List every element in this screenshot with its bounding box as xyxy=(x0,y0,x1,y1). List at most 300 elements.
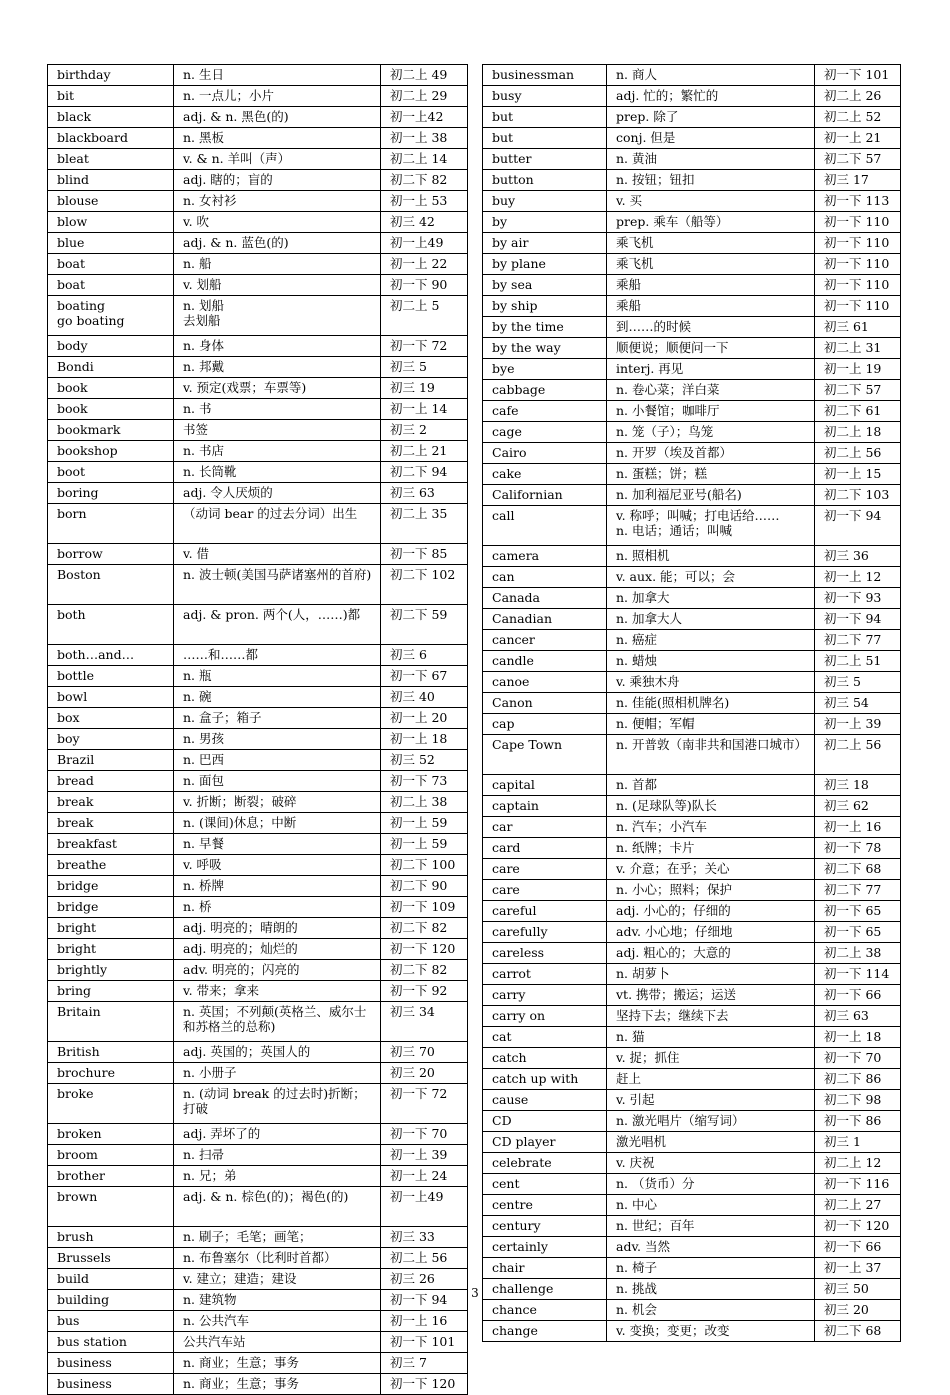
word-cell: boy xyxy=(48,729,174,750)
reference-cell: 初一上 24 xyxy=(381,1166,468,1187)
definition-cell: n. 书 xyxy=(174,399,381,420)
vocab-row xyxy=(483,422,901,443)
reference-cell: 初一下 109 xyxy=(381,897,468,918)
reference-cell: 初一下 66 xyxy=(815,985,901,1006)
definition-cell: n. 商业；生意；事务 xyxy=(174,1353,381,1374)
reference-cell: 初一下 72 xyxy=(381,336,468,357)
word-cell: blue xyxy=(48,233,174,254)
reference-cell: 初一下 67 xyxy=(381,666,468,687)
vocab-row xyxy=(483,1300,901,1321)
word-cell: by air xyxy=(483,233,607,254)
definition-cell: n. 胡萝卜 xyxy=(607,964,815,985)
reference-cell: 初一下 94 xyxy=(815,609,901,630)
reference-cell: 初三 40 xyxy=(381,687,468,708)
vocab-row xyxy=(483,1111,901,1132)
vocab-row xyxy=(483,714,901,735)
word-cell: care xyxy=(483,859,607,880)
definition-cell: n. 小心；照料；保护 xyxy=(607,880,815,901)
word-cell: cake xyxy=(483,464,607,485)
vocab-row xyxy=(483,1132,901,1153)
definition-cell: v. 庆祝 xyxy=(607,1153,815,1174)
word-cell: brochure xyxy=(48,1063,174,1084)
vocab-row xyxy=(483,817,901,838)
vocab-row xyxy=(48,1084,468,1124)
reference-cell: 初二上 35 xyxy=(381,504,468,544)
vocab-row xyxy=(483,964,901,985)
definition-cell: adj. & n. 棕色(的)；褐色(的) xyxy=(174,1187,381,1227)
definition-cell: n. 纸牌；卡片 xyxy=(607,838,815,859)
vocab-row xyxy=(483,1153,901,1174)
definition-cell: adj. 令人厌烦的 xyxy=(174,483,381,504)
vocab-row xyxy=(48,1063,468,1084)
word-cell: bookmark xyxy=(48,420,174,441)
word-cell: boat xyxy=(48,275,174,296)
vocab-row xyxy=(483,443,901,464)
word-cell: break xyxy=(48,813,174,834)
word-cell: boat xyxy=(48,254,174,275)
definition-cell: adv. 当然 xyxy=(607,1237,815,1258)
reference-cell: 初三 5 xyxy=(381,357,468,378)
reference-cell: 初二下 68 xyxy=(815,859,901,880)
vocab-row xyxy=(48,86,468,107)
vocab-row xyxy=(48,357,468,378)
reference-cell: 初二上 56 xyxy=(381,1248,468,1269)
vocab-row xyxy=(48,855,468,876)
definition-cell: n. 公共汽车 xyxy=(174,1311,381,1332)
vocab-row xyxy=(483,191,901,212)
reference-cell: 初一上 16 xyxy=(815,817,901,838)
definition-cell: adj. 英国的；英国人的 xyxy=(174,1042,381,1063)
reference-cell: 初一下 92 xyxy=(381,981,468,1002)
vocab-row xyxy=(483,838,901,859)
reference-cell: 初一下 85 xyxy=(381,544,468,565)
word-cell: carry on xyxy=(483,1006,607,1027)
vocab-row xyxy=(483,212,901,233)
word-cell: boating go boating xyxy=(48,296,174,336)
definition-cell: n. 桥牌 xyxy=(174,876,381,897)
reference-cell: 初一下 93 xyxy=(815,588,901,609)
reference-cell: 初三 7 xyxy=(381,1353,468,1374)
vocab-row xyxy=(483,901,901,922)
definition-cell: 赶上 xyxy=(607,1069,815,1090)
word-cell: British xyxy=(48,1042,174,1063)
definition-cell: v. 变换；变更；改变 xyxy=(607,1321,815,1342)
word-cell: camera xyxy=(483,546,607,567)
vocab-row xyxy=(48,1002,468,1042)
vocab-row xyxy=(483,296,901,317)
word-cell: CD player xyxy=(483,1132,607,1153)
definition-cell: n. 生日 xyxy=(174,65,381,86)
word-cell: Brussels xyxy=(48,1248,174,1269)
definition-cell: v. 预定(戏票；车票等) xyxy=(174,378,381,399)
word-cell: blouse xyxy=(48,191,174,212)
definition-cell: prep. 除了 xyxy=(607,107,815,128)
word-cell: brother xyxy=(48,1166,174,1187)
definition-cell: n. 首都 xyxy=(607,775,815,796)
vocab-row xyxy=(48,897,468,918)
definition-cell: n. 碗 xyxy=(174,687,381,708)
vocab-row xyxy=(48,918,468,939)
definition-cell: n. 波士顿(美国马萨诸塞州的首府) xyxy=(174,565,381,605)
vocab-row xyxy=(483,170,901,191)
reference-cell: 初一下 70 xyxy=(381,1124,468,1145)
reference-cell: 初二下 102 xyxy=(381,565,468,605)
definition-cell: n. 小册子 xyxy=(174,1063,381,1084)
reference-cell: 初一下 110 xyxy=(815,296,901,317)
definition-cell: adj. 忙的；繁忙的 xyxy=(607,86,815,107)
reference-cell: 初二上 52 xyxy=(815,107,901,128)
definition-cell: adj. & pron. 两个(人，……)都 xyxy=(174,605,381,645)
word-cell: both xyxy=(48,605,174,645)
vocab-row xyxy=(483,1027,901,1048)
word-cell: carefully xyxy=(483,922,607,943)
word-cell: can xyxy=(483,567,607,588)
definition-cell: n. 黑板 xyxy=(174,128,381,149)
word-cell: buy xyxy=(483,191,607,212)
reference-cell: 初三 1 xyxy=(815,1132,901,1153)
vocab-row xyxy=(48,1248,468,1269)
reference-cell: 初一上 38 xyxy=(381,128,468,149)
word-cell: cancer xyxy=(483,630,607,651)
word-cell: chair xyxy=(483,1258,607,1279)
vocab-row xyxy=(48,708,468,729)
reference-cell: 初二上 21 xyxy=(381,441,468,462)
definition-cell: n. 黄油 xyxy=(607,149,815,170)
reference-cell: 初一下 65 xyxy=(815,922,901,943)
word-cell: bright xyxy=(48,918,174,939)
definition-cell: n. 兄；弟 xyxy=(174,1166,381,1187)
word-cell: blind xyxy=(48,170,174,191)
word-cell: black xyxy=(48,107,174,128)
vocab-row xyxy=(48,1353,468,1374)
vocab-row xyxy=(48,1374,468,1395)
reference-cell: 初二上 12 xyxy=(815,1153,901,1174)
word-cell: boring xyxy=(48,483,174,504)
reference-cell: 初二上 38 xyxy=(381,792,468,813)
reference-cell: 初二下 68 xyxy=(815,1321,901,1342)
reference-cell: 初一上 18 xyxy=(815,1027,901,1048)
definition-cell: n. 面包 xyxy=(174,771,381,792)
definition-cell: v. 捉；抓住 xyxy=(607,1048,815,1069)
vocab-row xyxy=(483,880,901,901)
reference-cell: 初二下 98 xyxy=(815,1090,901,1111)
definition-cell: n. 扫帚 xyxy=(174,1145,381,1166)
vocab-row xyxy=(483,672,901,693)
vocab-row xyxy=(48,441,468,462)
word-cell: care xyxy=(483,880,607,901)
reference-cell: 初二上 56 xyxy=(815,443,901,464)
definition-cell: v. 呼吸 xyxy=(174,855,381,876)
vocab-row xyxy=(483,735,901,775)
definition-cell: adj. 明亮的；灿烂的 xyxy=(174,939,381,960)
reference-cell: 初三 20 xyxy=(815,1300,901,1321)
reference-cell: 初二下 86 xyxy=(815,1069,901,1090)
word-cell: box xyxy=(48,708,174,729)
definition-cell: n. 商人 xyxy=(607,65,815,86)
vocab-row xyxy=(483,506,901,546)
definition-cell: n. 长筒靴 xyxy=(174,462,381,483)
definition-cell: n. 身体 xyxy=(174,336,381,357)
vocab-row xyxy=(48,750,468,771)
reference-cell: 初一下 120 xyxy=(381,1374,468,1395)
word-cell: Brazil xyxy=(48,750,174,771)
word-cell: careful xyxy=(483,901,607,922)
reference-cell: 初三 5 xyxy=(815,672,901,693)
reference-cell: 初一下 70 xyxy=(815,1048,901,1069)
reference-cell: 初一下 120 xyxy=(381,939,468,960)
word-cell: book xyxy=(48,399,174,420)
reference-cell: 初一上 39 xyxy=(381,1145,468,1166)
vocab-row xyxy=(483,1069,901,1090)
definition-cell: v. & n. 羊叫（声） xyxy=(174,149,381,170)
definition-cell: n. (课间)休息；中断 xyxy=(174,813,381,834)
reference-cell: 初三 26 xyxy=(381,1269,468,1290)
vocab-row xyxy=(483,1321,901,1342)
definition-cell: n. 猫 xyxy=(607,1027,815,1048)
reference-cell: 初二下 77 xyxy=(815,630,901,651)
word-cell: broken xyxy=(48,1124,174,1145)
reference-cell: 初一上 12 xyxy=(815,567,901,588)
word-cell: by xyxy=(483,212,607,233)
definition-cell: n. 照相机 xyxy=(607,546,815,567)
reference-cell: 初一上49 xyxy=(381,1187,468,1227)
word-cell: card xyxy=(483,838,607,859)
definition-cell: n. 男孩 xyxy=(174,729,381,750)
reference-cell: 初三 2 xyxy=(381,420,468,441)
definition-cell: n. 刷子；毛笔；画笔； xyxy=(174,1227,381,1248)
reference-cell: 初一下 94 xyxy=(381,1290,468,1311)
definition-cell: n. 建筑物 xyxy=(174,1290,381,1311)
reference-cell: 初二上 14 xyxy=(381,149,468,170)
word-cell: cap xyxy=(483,714,607,735)
word-cell: by the time xyxy=(483,317,607,338)
vocab-row xyxy=(48,1332,468,1353)
word-cell: cafe xyxy=(483,401,607,422)
word-cell: Britain xyxy=(48,1002,174,1042)
vocab-row xyxy=(48,960,468,981)
word-cell: button xyxy=(483,170,607,191)
reference-cell: 初一下 65 xyxy=(815,901,901,922)
vocab-row xyxy=(483,317,901,338)
reference-cell: 初三 6 xyxy=(381,645,468,666)
word-cell: challenge xyxy=(483,1279,607,1300)
reference-cell: 初二上 5 xyxy=(381,296,468,336)
vocab-row xyxy=(48,170,468,191)
definition-cell: n. 布鲁塞尔（比利时首都） xyxy=(174,1248,381,1269)
definition-cell: 乘船 xyxy=(607,275,815,296)
word-cell: but xyxy=(483,107,607,128)
definition-cell: n. 蜡烛 xyxy=(607,651,815,672)
reference-cell: 初一上 22 xyxy=(381,254,468,275)
vocab-row xyxy=(48,645,468,666)
vocab-row xyxy=(483,1048,901,1069)
reference-cell: 初三 42 xyxy=(381,212,468,233)
vocab-row xyxy=(48,191,468,212)
word-cell: breakfast xyxy=(48,834,174,855)
definition-cell: adj. 瞎的；盲的 xyxy=(174,170,381,191)
definition-cell: n. 汽车；小汽车 xyxy=(607,817,815,838)
definition-cell: n. 女衬衫 xyxy=(174,191,381,212)
definition-cell: adj. & n. 黑色(的) xyxy=(174,107,381,128)
word-cell: bring xyxy=(48,981,174,1002)
definition-cell: v. 称呼；叫喊；打电话给…… n. 电话；通话；叫喊 xyxy=(607,506,815,546)
definition-cell: n. (动词 break 的过去时)折断；打破 xyxy=(174,1084,381,1124)
definition-cell: n. 一点儿；小片 xyxy=(174,86,381,107)
definition-cell: 顺便说；顺便问一下 xyxy=(607,338,815,359)
word-cell: blackboard xyxy=(48,128,174,149)
vocab-row xyxy=(483,567,901,588)
vocab-row xyxy=(483,1006,901,1027)
definition-cell: n. 盒子；箱子 xyxy=(174,708,381,729)
definition-cell: adj. 弄坏了的 xyxy=(174,1124,381,1145)
reference-cell: 初二上 26 xyxy=(815,86,901,107)
reference-cell: 初三 62 xyxy=(815,796,901,817)
definition-cell: 乘飞机 xyxy=(607,233,815,254)
reference-cell: 初三 70 xyxy=(381,1042,468,1063)
vocab-row xyxy=(48,939,468,960)
vocab-row xyxy=(48,565,468,605)
word-cell: bottle xyxy=(48,666,174,687)
definition-cell: v. 建立；建造；建设 xyxy=(174,1269,381,1290)
word-cell: by sea xyxy=(483,275,607,296)
reference-cell: 初二下 103 xyxy=(815,485,901,506)
word-cell: Cape Town xyxy=(483,735,607,775)
vocab-row xyxy=(48,1166,468,1187)
word-cell: certainly xyxy=(483,1237,607,1258)
word-cell: boot xyxy=(48,462,174,483)
reference-cell: 初一上 21 xyxy=(815,128,901,149)
definition-cell: n. 巴西 xyxy=(174,750,381,771)
definition-cell: v. 引起 xyxy=(607,1090,815,1111)
definition-cell: n. 激光唱片（缩写词） xyxy=(607,1111,815,1132)
vocab-row xyxy=(483,922,901,943)
word-cell: butter xyxy=(483,149,607,170)
word-cell: carry xyxy=(483,985,607,1006)
definition-cell: 坚持下去；继续下去 xyxy=(607,1006,815,1027)
word-cell: catch xyxy=(483,1048,607,1069)
word-cell: bleat xyxy=(48,149,174,170)
vocab-row xyxy=(483,651,901,672)
reference-cell: 初二上 51 xyxy=(815,651,901,672)
definition-cell: n. 便帽；军帽 xyxy=(607,714,815,735)
vocab-row xyxy=(48,1311,468,1332)
vocab-row xyxy=(48,420,468,441)
reference-cell: 初二上 38 xyxy=(815,943,901,964)
reference-cell: 初二上 56 xyxy=(815,735,901,775)
definition-cell: n. 笼（子）；鸟笼 xyxy=(607,422,815,443)
reference-cell: 初一下 110 xyxy=(815,275,901,296)
definition-cell: 到……的时候 xyxy=(607,317,815,338)
reference-cell: 初一下 90 xyxy=(381,275,468,296)
reference-cell: 初一下 110 xyxy=(815,233,901,254)
definition-cell: adj. 小心的；仔细的 xyxy=(607,901,815,922)
reference-cell: 初三 50 xyxy=(815,1279,901,1300)
reference-cell: 初三 33 xyxy=(381,1227,468,1248)
reference-cell: 初二下 82 xyxy=(381,918,468,939)
word-cell: bowl xyxy=(48,687,174,708)
vocab-row xyxy=(48,378,468,399)
definition-cell: v. 买 xyxy=(607,191,815,212)
vocab-row xyxy=(483,65,901,86)
reference-cell: 初一下 114 xyxy=(815,964,901,985)
reference-cell: 初一上 39 xyxy=(815,714,901,735)
reference-cell: 初一上 18 xyxy=(381,729,468,750)
word-cell: by ship xyxy=(483,296,607,317)
word-cell: Cairo xyxy=(483,443,607,464)
word-cell: Canadian xyxy=(483,609,607,630)
word-cell: carrot xyxy=(483,964,607,985)
word-cell: cabbage xyxy=(483,380,607,401)
vocab-row xyxy=(483,254,901,275)
definition-cell: n. 划船 去划船 xyxy=(174,296,381,336)
definition-cell: v. 折断；断裂；破碎 xyxy=(174,792,381,813)
reference-cell: 初一上 19 xyxy=(815,359,901,380)
vocab-row xyxy=(483,401,901,422)
word-cell: build xyxy=(48,1269,174,1290)
word-cell: cat xyxy=(483,1027,607,1048)
vocab-row xyxy=(483,546,901,567)
vocab-row xyxy=(48,771,468,792)
definition-cell: v. 带来；拿来 xyxy=(174,981,381,1002)
word-cell: both…and… xyxy=(48,645,174,666)
word-cell: book xyxy=(48,378,174,399)
word-cell: but xyxy=(483,128,607,149)
vocab-row xyxy=(48,462,468,483)
vocab-row xyxy=(48,504,468,544)
definition-cell: v. 吹 xyxy=(174,212,381,233)
definition-cell: n. 瓶 xyxy=(174,666,381,687)
vocab-row xyxy=(48,233,468,254)
definition-cell: n. （货币）分 xyxy=(607,1174,815,1195)
reference-cell: 初一上 59 xyxy=(381,813,468,834)
reference-cell: 初一上 16 xyxy=(381,1311,468,1332)
reference-cell: 初三 34 xyxy=(381,1002,468,1042)
vocab-row xyxy=(483,1216,901,1237)
vocab-row xyxy=(48,483,468,504)
vocab-row xyxy=(48,605,468,645)
vocab-row xyxy=(483,128,901,149)
word-cell: Boston xyxy=(48,565,174,605)
word-cell: brush xyxy=(48,1227,174,1248)
word-cell: broke xyxy=(48,1084,174,1124)
word-cell: bridge xyxy=(48,876,174,897)
definition-cell: ……和……都 xyxy=(174,645,381,666)
reference-cell: 初二下 59 xyxy=(381,605,468,645)
reference-cell: 初一上 14 xyxy=(381,399,468,420)
definition-cell: adv. 小心地；仔细地 xyxy=(607,922,815,943)
reference-cell: 初二上 18 xyxy=(815,422,901,443)
word-cell: call xyxy=(483,506,607,546)
definition-cell: adj. 明亮的；晴朗的 xyxy=(174,918,381,939)
vocab-row xyxy=(48,1187,468,1227)
definition-cell: n. 商业；生意；事务 xyxy=(174,1374,381,1395)
reference-cell: 初二下 82 xyxy=(381,170,468,191)
reference-cell: 初三 36 xyxy=(815,546,901,567)
word-cell: business xyxy=(48,1353,174,1374)
definition-cell: adj. 粗心的；大意的 xyxy=(607,943,815,964)
definition-cell: n. 英国；不列颠(英格兰、威尔士和苏格兰的总称) xyxy=(174,1002,381,1042)
vocab-row xyxy=(48,813,468,834)
reference-cell: 初一下 101 xyxy=(381,1332,468,1353)
reference-cell: 初一下 78 xyxy=(815,838,901,859)
definition-cell: n. 开普敦（南非共和国港口城市） xyxy=(607,735,815,775)
vocab-row xyxy=(483,1258,901,1279)
definition-cell: v. 乘独木舟 xyxy=(607,672,815,693)
vocab-row xyxy=(48,981,468,1002)
reference-cell: 初一上 59 xyxy=(381,834,468,855)
vocab-row xyxy=(483,86,901,107)
reference-cell: 初一上 20 xyxy=(381,708,468,729)
